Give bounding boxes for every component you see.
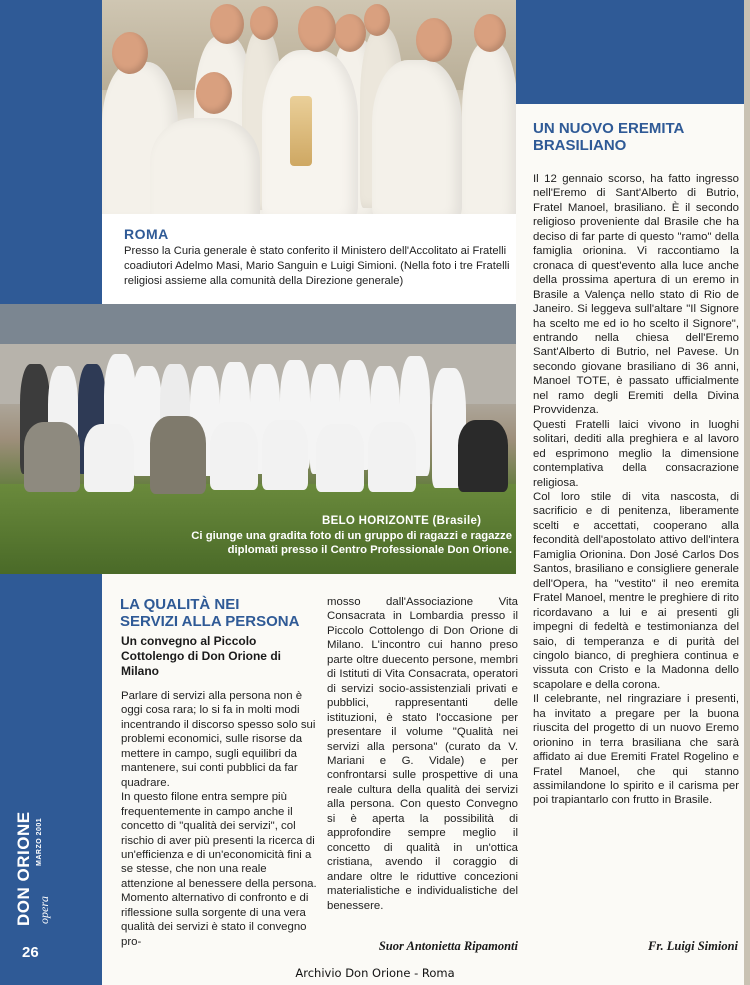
paragraph: Il celebrante, nel ringraziare i presenti, ha invitato a pregare per la buona riuscita del progetto di un nuovo Eremo orionino in terra brasiliana che sarà affidato ai due Eremiti Fratel Rogelino e Fratel Manoel, che qui stanno assimilandone lo spirito e il carisma per poi trapiantarlo con frutto in Brasile. xyxy=(533,693,739,807)
photo-face xyxy=(334,14,366,52)
photo-building xyxy=(0,304,516,344)
photo-figure xyxy=(84,424,134,492)
magazine-opera-wordmark: opera xyxy=(37,896,51,924)
photo-figure xyxy=(368,422,416,492)
top-right-blue-band xyxy=(516,0,750,104)
left-article-signature: Suor Antonietta Ripamonti xyxy=(378,939,518,953)
photo-roma-group xyxy=(102,0,516,214)
roma-caption: Presso la Curia generale è stato conferito il Ministero dell'Accolitato ai Fratelli coadiutori Adelmo Masi, Mario Sanguin e Luigi Simioni. (Nella foto i tre Fratelli religiosi assieme alla comunità della Direzione generale) xyxy=(124,245,510,287)
photo-face xyxy=(112,32,148,74)
left-article-body xyxy=(121,689,317,949)
archive-footer: Archivio Don Orione - Roma xyxy=(295,966,455,980)
photo-figure xyxy=(24,422,80,492)
page-edge xyxy=(744,0,750,985)
paragraph: In questo filone entra sempre più frequentemente in campo anche il concetto di "qualità dei servizi", col rischio di aver più presenti la ricerca di un'efficienza e di un'economicità fini a se stesse, che non una reale attenzione al benessere della persona. Momento alternativo di confronto e di riflessione sulla sorgente di una vera qualità dei servizi è stato il convegno pro- xyxy=(121,791,317,948)
photo-face xyxy=(196,72,232,114)
page-number: 26 xyxy=(22,944,39,961)
left-article-title-line: LA QUALITÀ NEI xyxy=(120,596,240,613)
paragraph: Il 12 gennaio scorso, ha fatto ingresso nell'Eremo di Sant'Alberto di Butrio, Fratel Manoel, brasiliano. È il secondo religioso proveniente dal Brasile che ha deciso di far parte di questo "ramo" della famiglia orionina. Vi raccontiamo la cronaca di quest'evento alla luce anche della prossima apertura di un eremo in Brasile a Valença nello stato di Rio de Janeiro. Si leggeva sull'altare "Il Signore ha scelto me ed io ho scelto il Signore", entrando nella chiesa dell'Eremo Sant'Alberto di Butrio, nel Pavese. Un secondo giovane brasiliano di 36 anni, Manoel TOTE, è passato ufficialmente nel ramo degli Eremiti della Divina Provvidenza. xyxy=(533,173,739,417)
belo-heading: BELO HORIZONTE (Brasile) xyxy=(322,515,482,527)
photo-figure xyxy=(458,420,508,492)
photo-face xyxy=(364,4,390,36)
photo-figure xyxy=(150,416,206,494)
issue-date: MARZO 2001 xyxy=(36,817,43,866)
left-article-title xyxy=(120,596,320,630)
belo-caption xyxy=(148,529,512,557)
roma-heading: ROMA xyxy=(124,226,169,242)
middle-column-body xyxy=(327,595,518,913)
right-article-signature: Fr. Luigi Simioni xyxy=(648,939,738,953)
paragraph: Questi Fratelli laici vivono in luoghi solitari, dediti alla preghiera e al lavoro ed esprimono meglio la dimensione contemplativa della consacrazione religiosa. xyxy=(533,418,739,489)
right-article-title xyxy=(533,120,738,154)
stole-decoration xyxy=(290,96,312,166)
photo-face xyxy=(474,14,506,52)
photo-figure xyxy=(462,42,516,214)
photo-figure xyxy=(150,118,260,214)
paragraph: mosso dall'Associazione Vita Consacrata in Lombardia presso il Piccolo Cottolengo di Don Orione di Milano. L'incontro cui hanno preso parte oltre duecento persone, membri di Istituti di Vita Consacrata, operatori di servizi socio-assistenziali privati e pubblici, rappresentanti delle istituzioni, è stato l'occasione per presentare il volume "Qualità nei servizi alla persona" (curato da V. Mariani e G. Vidale) e per confrontarsi sulle prospettive di una reale cultura della qualità dei servizi alla persona. Con questo Convegno si è aperta la possibilità di approfondire sempre meglio il concetto di qualità in un'ottica cristiana, avendo il coraggio di andare oltre le riduttive concezioni materialistiche e individualistiche del benessere. xyxy=(327,596,518,912)
right-article-body xyxy=(533,172,739,808)
right-article-title-line: UN NUOVO EREMITA xyxy=(533,120,685,137)
paragraph: Col loro stile di vita nascosta, di sacrificio e di penitenza, liberamente scelti e accettati, cooperano alla fecondità dell'apostolato attivo dell'intera Famiglia Orionina. Don José Carlos Dos Santos, brasiliano e consigliere generale dell'Opera, ha "vestito" il neo eremita Fratel Manoel, mentre le preghiere di rito ricordavano a lui e ai presenti gli impegni di fedeltà e testimonianza del saio, di temperanza e di purità del cingolo bianco, di preghiera continua e vissuta con Cristo e la Madonna dello scapolare e della corona. xyxy=(533,490,739,691)
left-article-title-line: SERVIZI ALLA PERSONA xyxy=(120,613,300,630)
magazine-logo: DON ORIONE xyxy=(14,811,33,926)
photo-figure xyxy=(372,60,462,214)
photo-face xyxy=(210,4,244,44)
right-article-title-line: BRASILIANO xyxy=(533,137,627,154)
photo-figure xyxy=(262,420,308,490)
photo-figure xyxy=(316,424,364,492)
paragraph: Parlare di servizi alla persona non è oggi cosa rara; lo si fa in molti modi incentrando il discorso spesso solo sui problemi economici, sulle risorse da mettere in campo, sugli equilibri da mantenere, sui conti pubblici da far quadrare. xyxy=(121,690,316,789)
photo-figure xyxy=(210,422,258,490)
photo-face xyxy=(298,6,336,52)
left-article-subtitle: Un convegno al Piccolo Cottolengo di Don Orione di Milano xyxy=(121,634,281,678)
photo-face xyxy=(416,18,452,62)
belo-caption-line: Ci giunge una gradita foto di un gruppo di ragazzi e ragazze xyxy=(191,530,512,542)
photo-face xyxy=(250,6,278,40)
belo-caption-line: diplomati presso il Centro Professionale Don Orione. xyxy=(227,544,512,556)
